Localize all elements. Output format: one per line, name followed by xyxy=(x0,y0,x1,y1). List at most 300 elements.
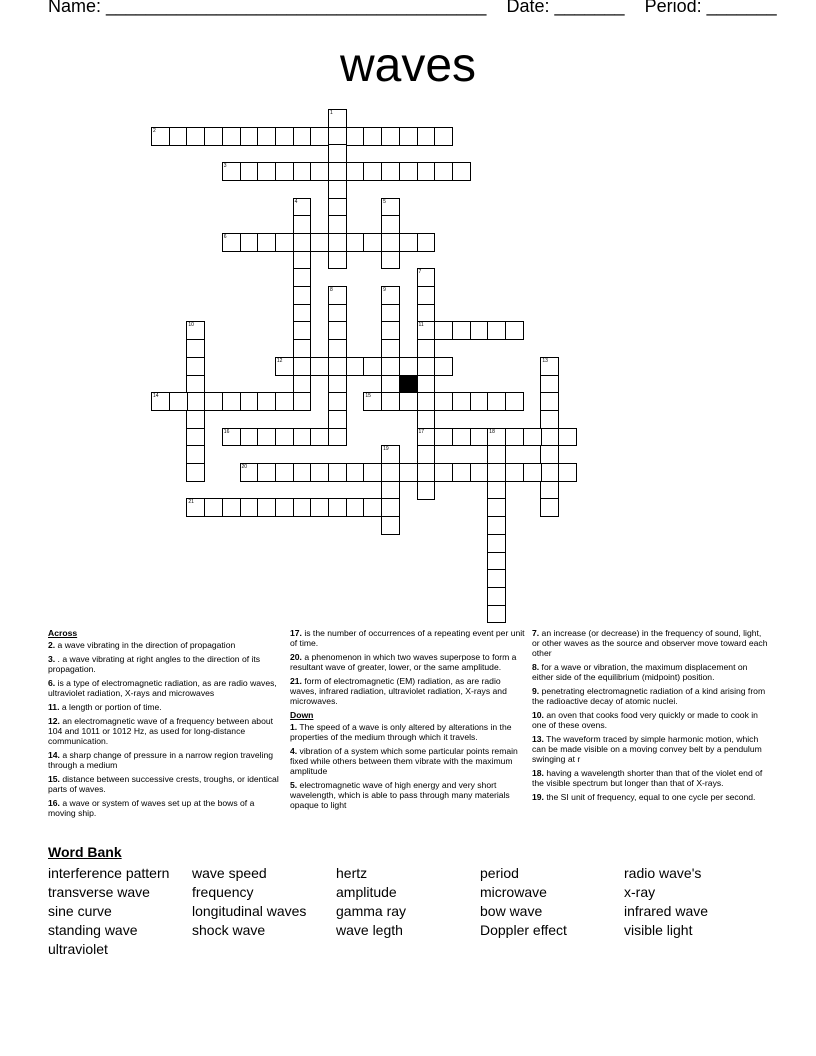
clue-number: 4. xyxy=(290,746,298,756)
crossword-cell[interactable] xyxy=(186,428,205,447)
clue-number: 10. xyxy=(532,710,544,720)
crossword-cell[interactable] xyxy=(381,233,400,252)
crossword-cell[interactable] xyxy=(275,392,294,411)
crossword-cell[interactable] xyxy=(399,127,418,146)
crossword-cell[interactable] xyxy=(293,233,312,252)
crossword-cell[interactable] xyxy=(310,463,329,482)
crossword-cell[interactable] xyxy=(417,428,436,447)
clue-number: 3. xyxy=(48,654,56,664)
crossword-cell[interactable] xyxy=(257,127,276,146)
clue-item xyxy=(48,798,282,818)
across-clue-list xyxy=(48,640,282,818)
word-bank-item: longitudinal waves xyxy=(192,903,307,919)
crossword-cell[interactable] xyxy=(434,127,453,146)
crossword-cell[interactable] xyxy=(363,357,382,376)
crossword-cell[interactable] xyxy=(293,357,312,376)
crossword-cell[interactable] xyxy=(310,357,329,376)
crossword-cell[interactable] xyxy=(381,392,400,411)
word-bank-item: frequency xyxy=(192,884,254,900)
clue-number: 8 xyxy=(330,287,333,293)
crossword-cell[interactable] xyxy=(328,339,347,358)
crossword-cell[interactable] xyxy=(417,162,436,181)
clue-item xyxy=(48,750,282,770)
word-bank-item: transverse wave xyxy=(48,884,150,900)
clue-item xyxy=(48,640,282,650)
clue-item xyxy=(532,734,768,764)
clue-number: 17. xyxy=(290,628,302,638)
crossword-cell[interactable] xyxy=(363,162,382,181)
word-bank-item: Doppler effect xyxy=(480,922,567,938)
crossword-cell[interactable] xyxy=(222,392,241,411)
crossword-cell[interactable] xyxy=(275,127,294,146)
across-clue-list-continued xyxy=(290,628,526,706)
crossword-cell[interactable] xyxy=(487,516,506,535)
clue-item xyxy=(532,628,768,658)
crossword-cell[interactable] xyxy=(417,127,436,146)
clue-item xyxy=(48,716,282,746)
crossword-cell[interactable] xyxy=(293,268,312,287)
crossword-cell[interactable] xyxy=(293,321,312,340)
clue-item xyxy=(290,722,526,742)
clue-item xyxy=(532,792,768,802)
clue-number: 9 xyxy=(383,287,386,293)
crossword-cell[interactable] xyxy=(257,463,276,482)
crossword-cell[interactable] xyxy=(293,198,312,217)
crossword-cell[interactable] xyxy=(381,251,400,270)
crossword-cell[interactable] xyxy=(381,286,400,305)
crossword-cell[interactable] xyxy=(540,445,559,464)
crossword-cell[interactable] xyxy=(540,463,559,482)
crossword-cell[interactable] xyxy=(257,392,276,411)
word-bank-item: gamma ray xyxy=(336,903,407,919)
crossword-cell[interactable] xyxy=(204,498,223,517)
crossword-cell[interactable] xyxy=(310,428,329,447)
crossword-cell[interactable] xyxy=(240,392,259,411)
crossword-cell[interactable] xyxy=(222,498,241,517)
crossword-cell[interactable] xyxy=(487,392,506,411)
clue-item xyxy=(290,652,526,672)
word-bank xyxy=(48,864,768,959)
clue-number: 1. xyxy=(290,722,298,732)
crossword-cell[interactable] xyxy=(293,375,312,394)
clue-number: 14 xyxy=(153,393,159,400)
clue-number: 7. xyxy=(532,628,540,638)
crossword-cell[interactable] xyxy=(275,357,294,376)
crossword-cell[interactable] xyxy=(328,463,347,482)
crossword-cell[interactable] xyxy=(346,498,365,517)
clue-text: an increase (or decrease) in the frequency of sound, light, or other waves as the source and observer move toward each other xyxy=(532,628,768,658)
clue-text: is the number of occurrences of a repeating event per unit of time. xyxy=(290,628,525,648)
crossword-cell[interactable] xyxy=(381,215,400,234)
clue-item xyxy=(532,662,768,682)
clue-text: for a wave or vibration, the maximum displacement on either side of the equilibrium (midpoint) position. xyxy=(532,662,748,682)
crossword-cell[interactable] xyxy=(381,198,400,217)
crossword-cell[interactable] xyxy=(151,127,170,146)
crossword-cell[interactable] xyxy=(470,463,489,482)
crossword-cell[interactable] xyxy=(417,392,436,411)
word-bank-item: wave legth xyxy=(336,922,403,938)
clue-text: electromagnetic wave of high energy and very short wavelength, which is able to pass through many materials opaque to light xyxy=(290,780,510,810)
clue-number: 15. xyxy=(48,774,60,784)
word-bank-title: Word Bank xyxy=(48,844,122,860)
crossword-cell[interactable] xyxy=(240,127,259,146)
clue-item xyxy=(532,768,768,788)
clue-number: 10 xyxy=(188,322,194,329)
crossword-cell[interactable] xyxy=(240,498,259,517)
crossword-cell[interactable] xyxy=(186,392,205,411)
clue-text: penetrating electromagnetic radiation of a kind arising from the radioactive decay of atomic nuclei. xyxy=(532,686,766,706)
crossword-cell[interactable] xyxy=(417,268,436,287)
clue-number: 21. xyxy=(290,676,302,686)
crossword-cell[interactable] xyxy=(328,304,347,323)
crossword-cell[interactable] xyxy=(328,198,347,217)
crossword-cell[interactable] xyxy=(505,463,524,482)
crossword-cell[interactable] xyxy=(363,233,382,252)
crossword-cell[interactable] xyxy=(186,498,205,517)
clue-text: . a wave vibrating at right angles to the direction of its propagation. xyxy=(48,654,261,674)
crossword-cell[interactable] xyxy=(363,498,382,517)
crossword-cell[interactable] xyxy=(417,304,436,323)
crossword-cell[interactable] xyxy=(540,498,559,517)
clue-item xyxy=(290,780,526,810)
clue-number: 18 xyxy=(489,428,495,435)
crossword-cell[interactable] xyxy=(487,605,506,624)
clue-number: 21 xyxy=(188,499,194,506)
crossword-cell[interactable] xyxy=(505,392,524,411)
crossword-cell[interactable] xyxy=(346,463,365,482)
crossword-cell[interactable] xyxy=(487,552,506,571)
crossword-cell[interactable] xyxy=(293,215,312,234)
clue-text: a sharp change of pressure in a narrow region traveling through a medium xyxy=(48,750,274,770)
crossword-cell[interactable] xyxy=(328,428,347,447)
crossword-cell[interactable] xyxy=(540,375,559,394)
crossword-cell[interactable] xyxy=(328,233,347,252)
crossword-cell[interactable] xyxy=(487,587,506,606)
word-bank-item: x-ray xyxy=(624,884,656,900)
crossword-cell[interactable] xyxy=(487,445,506,464)
clue-number: 11 xyxy=(418,322,424,329)
crossword-cell[interactable] xyxy=(381,463,400,482)
word-bank-item: bow wave xyxy=(480,903,543,919)
clue-number: 12. xyxy=(48,716,60,726)
crossword-cell[interactable] xyxy=(275,498,294,517)
crossword-cell[interactable] xyxy=(310,498,329,517)
crossword-cell[interactable] xyxy=(275,233,294,252)
crossword-cell[interactable] xyxy=(222,162,241,181)
crossword-cell[interactable] xyxy=(293,463,312,482)
crossword-cell[interactable] xyxy=(328,286,347,305)
clue-text: The waveform traced by simple harmonic motion, which can be made visible on a moving convey belt by a pendulum swinging at r xyxy=(532,734,762,764)
crossword-cell[interactable] xyxy=(363,392,382,411)
crossword-cell[interactable] xyxy=(417,286,436,305)
clue-item xyxy=(532,686,768,706)
clue-text: the SI unit of frequency, equal to one cycle per second. xyxy=(543,792,756,802)
crossword-cell[interactable] xyxy=(328,410,347,429)
clue-text: a length or portion of time. xyxy=(59,702,162,712)
crossword-cell[interactable] xyxy=(363,463,382,482)
crossword-cell[interactable] xyxy=(186,357,205,376)
clue-text: is a type of electromagnetic radiation, as are radio waves, ultraviolet radiation, X-rays and microwaves xyxy=(48,678,277,698)
crossword-cell[interactable] xyxy=(417,410,436,429)
clue-number: 16. xyxy=(48,798,60,808)
crossword-cell[interactable] xyxy=(275,428,294,447)
crossword-cell[interactable] xyxy=(275,463,294,482)
crossword-cell[interactable] xyxy=(169,392,188,411)
crossword-cell[interactable] xyxy=(417,481,436,500)
crossword-cell[interactable] xyxy=(434,357,453,376)
date-field[interactable]: Date: _______ xyxy=(506,0,625,16)
crossword-cell[interactable] xyxy=(275,162,294,181)
crossword-cell[interactable] xyxy=(346,233,365,252)
crossword-cell[interactable] xyxy=(452,392,471,411)
crossword-cell[interactable] xyxy=(540,410,559,429)
word-bank-item: radio wave's xyxy=(624,865,702,881)
crossword-cell[interactable] xyxy=(346,127,365,146)
crossword-cell[interactable] xyxy=(417,445,436,464)
crossword-cell[interactable] xyxy=(505,321,524,340)
word-bank-item: wave speed xyxy=(192,865,267,881)
crossword-cell[interactable] xyxy=(452,162,471,181)
crossword-cell[interactable] xyxy=(381,516,400,535)
word-bank-item: infrared wave xyxy=(624,903,709,919)
crossword-cell[interactable] xyxy=(151,392,170,411)
crossword-cell[interactable] xyxy=(346,162,365,181)
clue-item xyxy=(48,774,282,794)
crossword-cell[interactable] xyxy=(399,392,418,411)
crossword-cell[interactable] xyxy=(399,233,418,252)
crossword-cell[interactable] xyxy=(310,162,329,181)
crossword-cell[interactable] xyxy=(487,463,506,482)
crossword-cell[interactable] xyxy=(540,428,559,447)
crossword-cell[interactable] xyxy=(186,410,205,429)
crossword-cell[interactable] xyxy=(328,392,347,411)
puzzle-title: waves xyxy=(339,39,477,92)
clue-text: an oven that cooks food very quickly or made to cook in one of these ovens. xyxy=(532,710,758,730)
crossword-cell[interactable] xyxy=(363,127,382,146)
crossword-cell[interactable] xyxy=(505,428,524,447)
crossword-cell[interactable] xyxy=(328,321,347,340)
crossword-cell[interactable] xyxy=(346,357,365,376)
crossword-cell[interactable] xyxy=(381,162,400,181)
crossword-cell[interactable] xyxy=(558,428,577,447)
crossword-cell[interactable] xyxy=(293,428,312,447)
crossword-cell[interactable] xyxy=(540,481,559,500)
clue-number: 6 xyxy=(223,233,227,240)
crossword-cell[interactable] xyxy=(523,428,542,447)
clue-item xyxy=(532,710,768,730)
crossword-cell[interactable] xyxy=(487,569,506,588)
crossword-cell[interactable] xyxy=(452,321,471,340)
crossword-cell[interactable] xyxy=(204,392,223,411)
crossword-cell[interactable] xyxy=(328,251,347,270)
clue-text: having a wavelength shorter than that of the violet end of the visible spectrum but longer than that of X-rays. xyxy=(532,768,763,788)
name-field[interactable]: Name: ______________________________________ xyxy=(48,0,487,16)
crossword-cell[interactable] xyxy=(540,392,559,411)
down-clue-list xyxy=(290,722,526,810)
clue-text: The speed of a wave is only altered by alterations in the properties of the medium through which it travels. xyxy=(290,722,512,742)
clue-number: 7 xyxy=(418,269,422,276)
clue-number: 17 xyxy=(418,428,425,435)
clue-item xyxy=(48,678,282,698)
crossword-cell[interactable] xyxy=(417,339,436,358)
crossword-cell[interactable] xyxy=(434,162,453,181)
crossword-cell[interactable] xyxy=(417,321,436,340)
crossword-cell[interactable] xyxy=(381,339,400,358)
word-bank-item: ultraviolet xyxy=(48,941,108,957)
crossword-cell[interactable] xyxy=(257,498,276,517)
crossword-cell[interactable] xyxy=(186,375,205,394)
crossword-cell[interactable] xyxy=(186,339,205,358)
crossword-cell[interactable] xyxy=(487,428,506,447)
clue-text: a wave vibrating in the direction of propagation xyxy=(55,640,236,650)
clue-number: 1 xyxy=(330,110,333,116)
clue-number: 2 xyxy=(153,127,156,134)
crossword-cell[interactable] xyxy=(293,339,312,358)
word-bank-item: interference pattern xyxy=(48,865,170,881)
crossword-cell[interactable] xyxy=(452,463,471,482)
crossword-cell[interactable] xyxy=(257,233,276,252)
crossword-cell[interactable] xyxy=(434,428,453,447)
crossword-cell[interactable] xyxy=(257,162,276,181)
clue-number: 20 xyxy=(241,464,248,470)
word-bank-item: shock wave xyxy=(192,922,266,938)
word-bank-item: hertz xyxy=(336,865,368,881)
crossword-cell[interactable] xyxy=(523,463,542,482)
clue-item xyxy=(48,702,282,712)
crossword-cell[interactable] xyxy=(487,481,506,500)
word-bank-item: microwave xyxy=(480,884,547,900)
word-bank-item: standing wave xyxy=(48,922,138,938)
crossword-cell[interactable] xyxy=(186,321,205,340)
crossword-cell[interactable] xyxy=(470,321,489,340)
crossword-cell[interactable] xyxy=(186,463,205,482)
crossword-cell[interactable] xyxy=(240,428,259,447)
clue-number: 11. xyxy=(48,702,60,712)
crossword-cell[interactable] xyxy=(417,375,436,394)
clue-number: 9. xyxy=(532,686,540,696)
crossword-cell[interactable] xyxy=(328,357,347,376)
crossword-cell[interactable] xyxy=(240,463,259,482)
crossword-cell[interactable] xyxy=(204,127,223,146)
crossword-cell[interactable] xyxy=(328,144,347,163)
crossword-cell[interactable] xyxy=(328,375,347,394)
crossword-cell[interactable] xyxy=(381,498,400,517)
crossword-cell[interactable] xyxy=(257,428,276,447)
crossword-cell[interactable] xyxy=(293,498,312,517)
clue-number: 18. xyxy=(532,768,544,778)
clue-text: distance between successive crests, troughs, or identical parts of waves. xyxy=(48,774,279,794)
crossword-cell[interactable] xyxy=(487,321,506,340)
clue-number: 6. xyxy=(48,678,56,688)
clue-number: 15 xyxy=(365,393,371,400)
clues-column-2 xyxy=(290,628,526,814)
across-heading: Across xyxy=(48,628,78,638)
crossword-cell[interactable] xyxy=(487,534,506,553)
crossword-cell[interactable] xyxy=(222,428,241,447)
crossword-cell[interactable] xyxy=(381,375,400,394)
crossword-cell[interactable] xyxy=(328,109,347,128)
crossword-cell[interactable] xyxy=(381,445,400,464)
crossword-cell[interactable] xyxy=(487,498,506,517)
crossword-cell[interactable] xyxy=(381,321,400,340)
crossword-cell[interactable] xyxy=(328,180,347,199)
crossword-cell[interactable] xyxy=(240,162,259,181)
crossword-cell[interactable] xyxy=(222,233,241,252)
clue-number: 13 xyxy=(542,357,548,364)
clue-text: vibration of a system which some particular points remain fixed while others between them vibrate with the maximum amplitude xyxy=(290,746,518,776)
crossword-cell[interactable] xyxy=(399,162,418,181)
clues-column-1 xyxy=(48,628,282,822)
crossword-cell[interactable] xyxy=(452,428,471,447)
clue-number: 16 xyxy=(223,428,230,435)
crossword-cell[interactable] xyxy=(328,127,347,146)
crossword-cell[interactable] xyxy=(417,357,436,376)
crossword-cell[interactable] xyxy=(222,127,241,146)
clue-item xyxy=(290,676,526,706)
clue-number: 5. xyxy=(290,780,298,790)
crossword-black-cell xyxy=(399,375,418,394)
clue-item xyxy=(290,628,526,648)
crossword-cell[interactable] xyxy=(293,251,312,270)
crossword-cell[interactable] xyxy=(417,233,436,252)
clue-number: 14. xyxy=(48,750,60,760)
crossword-cell[interactable] xyxy=(417,463,436,482)
crossword-cell[interactable] xyxy=(186,127,205,146)
word-bank-item: sine curve xyxy=(48,903,112,919)
clue-text: an electromagnetic wave of a frequency between about 104 and 1011 or 1012 Hz, as used for long-distance communication. xyxy=(48,716,274,746)
crossword-cell[interactable] xyxy=(434,463,453,482)
crossword-cell[interactable] xyxy=(540,357,559,376)
crossword-cell[interactable] xyxy=(381,304,400,323)
crossword-cell[interactable] xyxy=(434,321,453,340)
clue-number: 5 xyxy=(383,198,386,205)
crossword-cell[interactable] xyxy=(293,304,312,323)
clue-item xyxy=(48,654,282,674)
clue-number: 20. xyxy=(290,652,302,662)
crossword-cell[interactable] xyxy=(470,392,489,411)
clue-text: a phenomenon in which two waves superpose to form a resultant wave of greater, lower, or the same amplitude. xyxy=(290,652,517,672)
crossword-cell[interactable] xyxy=(434,392,453,411)
crossword-cell[interactable] xyxy=(293,162,312,181)
crossword-cell[interactable] xyxy=(310,233,329,252)
crossword-cell[interactable] xyxy=(240,233,259,252)
clue-number: 3 xyxy=(223,163,227,170)
clues-column-3 xyxy=(532,628,768,806)
clue-number: 19 xyxy=(383,446,389,453)
crossword-cell[interactable] xyxy=(293,392,312,411)
clue-number: 8. xyxy=(532,662,540,672)
crossword-cell[interactable] xyxy=(399,357,418,376)
crossword-cell[interactable] xyxy=(293,286,312,305)
crossword-cell[interactable] xyxy=(328,162,347,181)
crossword-cell[interactable] xyxy=(293,127,312,146)
down-clue-list-continued xyxy=(532,628,768,802)
crossword-cell[interactable] xyxy=(381,357,400,376)
crossword-cell[interactable] xyxy=(328,215,347,234)
crossword-cell[interactable] xyxy=(399,463,418,482)
word-bank-item: period xyxy=(480,865,519,881)
crossword-cell[interactable] xyxy=(381,481,400,500)
clue-number: 2. xyxy=(48,640,56,650)
crossword-cell[interactable] xyxy=(558,463,577,482)
crossword-cell[interactable] xyxy=(328,498,347,517)
period-field[interactable]: Period: _______ xyxy=(644,0,777,16)
crossword-cell[interactable] xyxy=(310,127,329,146)
crossword-cell[interactable] xyxy=(381,127,400,146)
crossword-cell[interactable] xyxy=(186,445,205,464)
crossword-cell[interactable] xyxy=(470,428,489,447)
crossword-cell[interactable] xyxy=(169,127,188,146)
